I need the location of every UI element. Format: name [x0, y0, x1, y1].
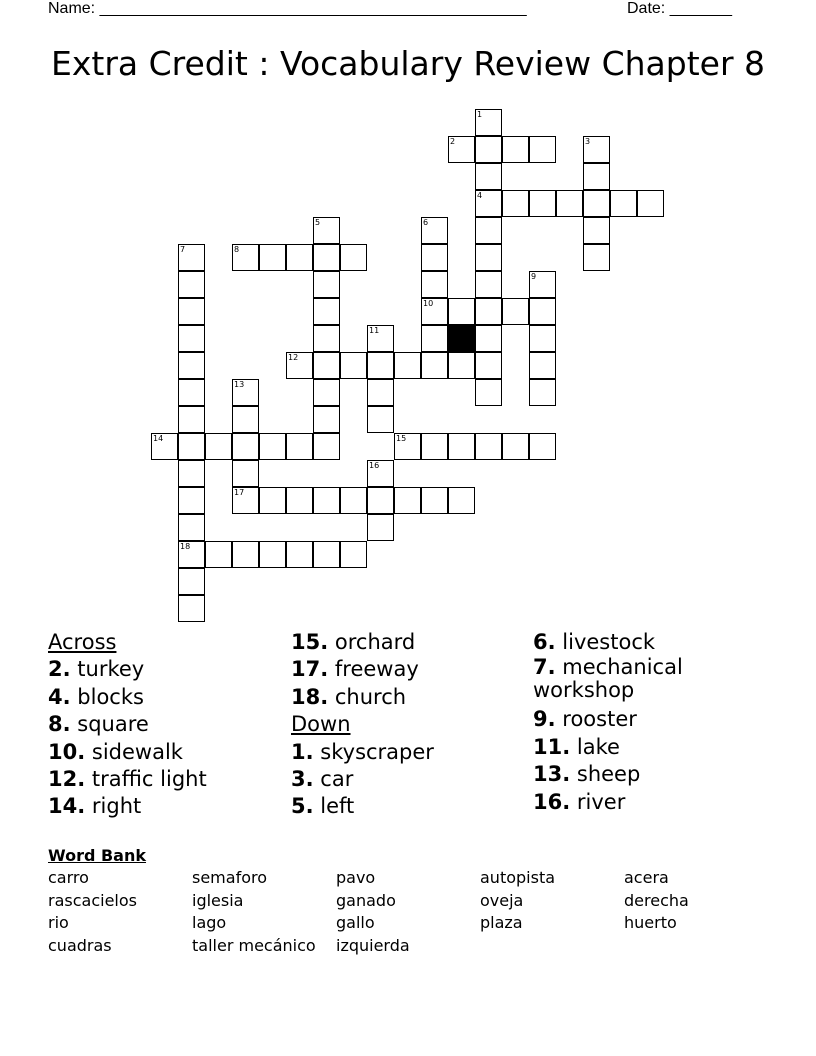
- clue-down-5: 5. left: [291, 794, 355, 819]
- word-bank-item: cuadras: [48, 935, 112, 955]
- clue-number: 11: [369, 326, 380, 335]
- crossword-cell[interactable]: [529, 379, 556, 406]
- clue-number: 5: [315, 218, 321, 227]
- crossword-cell[interactable]: [178, 568, 205, 595]
- crossword-cell[interactable]: [178, 406, 205, 433]
- clue-down-6: 6. livestock: [533, 630, 656, 654]
- crossword-cell[interactable]: [286, 352, 313, 379]
- word-bank-item: autopista: [480, 868, 556, 887]
- crossword-cell[interactable]: [313, 271, 340, 298]
- crossword-cell[interactable]: [178, 271, 205, 298]
- crossword-cell[interactable]: [448, 433, 475, 460]
- crossword-cell[interactable]: [340, 487, 367, 514]
- word-bank-item: oveja: [480, 890, 524, 910]
- crossword-cell[interactable]: [367, 406, 394, 433]
- word-bank-item: carro: [48, 868, 89, 887]
- clue-number: 1: [477, 110, 483, 119]
- clue-across-15: 15. orchard: [291, 630, 416, 654]
- crossword-cell[interactable]: [448, 487, 475, 514]
- crossword-cell[interactable]: [340, 244, 367, 271]
- clue-number: 18: [180, 542, 191, 551]
- crossword-cell[interactable]: [259, 487, 286, 514]
- crossword-cell[interactable]: [556, 190, 583, 217]
- crossword-cell[interactable]: [151, 433, 178, 460]
- crossword-cell[interactable]: [178, 379, 205, 406]
- crossword-cell[interactable]: [529, 136, 556, 163]
- crossword-cell[interactable]: [367, 514, 394, 541]
- clue-across-18: 18. church: [291, 684, 407, 709]
- crossword-cell[interactable]: [475, 379, 502, 406]
- crossword-cell[interactable]: [340, 541, 367, 568]
- crossword-cell[interactable]: [421, 298, 448, 325]
- crossword-cell[interactable]: [475, 325, 502, 352]
- word-bank-item: izquierda: [336, 935, 410, 955]
- crossword-cell[interactable]: [583, 136, 610, 163]
- crossword-cell[interactable]: [637, 190, 664, 217]
- clue-column-2: [291, 629, 434, 821]
- crossword-cell[interactable]: [178, 244, 205, 271]
- crossword-cell[interactable]: [178, 514, 205, 541]
- crossword-cell[interactable]: [502, 136, 529, 163]
- crossword-cell[interactable]: [502, 433, 529, 460]
- clue-number: 6: [423, 218, 429, 227]
- down-heading: Down: [291, 712, 351, 737]
- clue-across-2: 2. turkey: [48, 657, 145, 682]
- clue-down-1: 1. skyscraper: [291, 739, 434, 764]
- crossword-cell[interactable]: [583, 217, 610, 244]
- crossword-cell[interactable]: [232, 487, 259, 514]
- crossword-cell[interactable]: [178, 298, 205, 325]
- crossword-cell[interactable]: [259, 541, 286, 568]
- crossword-cell[interactable]: [178, 541, 205, 568]
- word-bank-item: gallo: [336, 913, 375, 932]
- word-bank-item: iglesia: [192, 890, 244, 910]
- clue-across-14: 14. right: [48, 794, 142, 819]
- page-title: Extra Credit : Vocabulary Review Chapter 8: [51, 44, 765, 83]
- crossword-cell[interactable]: [367, 460, 394, 487]
- crossword-cell[interactable]: [286, 487, 313, 514]
- crossword-cell[interactable]: [232, 541, 259, 568]
- clue-number: 13: [234, 380, 245, 389]
- crossword-cell[interactable]: [610, 190, 637, 217]
- clue-number: 2: [450, 137, 456, 146]
- crossword-cell[interactable]: [313, 541, 340, 568]
- crossword-cell[interactable]: [178, 487, 205, 514]
- crossword-cell[interactable]: [286, 244, 313, 271]
- crossword-cell[interactable]: [421, 433, 448, 460]
- crossword-cell[interactable]: [232, 433, 259, 460]
- crossword-cell[interactable]: [475, 190, 502, 217]
- crossword-cell[interactable]: [313, 406, 340, 433]
- crossword-cell[interactable]: [313, 217, 340, 244]
- crossword-cell[interactable]: [205, 541, 232, 568]
- crossword-cell[interactable]: [232, 379, 259, 406]
- date-label: Date: _______: [627, 0, 732, 17]
- crossword-cell[interactable]: [232, 406, 259, 433]
- word-bank-item: rascacielos: [48, 890, 137, 910]
- crossword-cell[interactable]: [583, 244, 610, 271]
- crossword-cell[interactable]: [475, 109, 502, 136]
- crossword-cell[interactable]: [178, 433, 205, 460]
- crossword-cell[interactable]: [286, 541, 313, 568]
- crossword-cell[interactable]: [394, 433, 421, 460]
- clue-number: 10: [423, 299, 434, 308]
- clue-number: 7: [180, 245, 186, 254]
- crossword-cell[interactable]: [367, 487, 394, 514]
- crossword-cell[interactable]: [313, 298, 340, 325]
- crossword-cell[interactable]: [232, 460, 259, 487]
- clue-column-3: [533, 629, 733, 816]
- clue-number: 4: [477, 191, 483, 200]
- clue-across-8: 8. square: [48, 712, 149, 737]
- crossword-cell[interactable]: [421, 487, 448, 514]
- word-bank-item: derecha: [624, 890, 689, 910]
- crossword-cell[interactable]: [313, 325, 340, 352]
- clue-column-1: [48, 629, 207, 821]
- clue-across-12: 12. traffic light: [48, 767, 207, 792]
- word-bank-item: plaza: [480, 913, 523, 932]
- crossword-cell[interactable]: [475, 136, 502, 163]
- crossword-cell[interactable]: [178, 460, 205, 487]
- crossword-cell[interactable]: [421, 352, 448, 379]
- crossword-cell[interactable]: [394, 487, 421, 514]
- crossword-cell[interactable]: [448, 136, 475, 163]
- crossword-cell[interactable]: [502, 190, 529, 217]
- crossword-cell[interactable]: [232, 244, 259, 271]
- crossword-cell[interactable]: [313, 244, 340, 271]
- crossword-cell[interactable]: [529, 298, 556, 325]
- crossword-cell[interactable]: [340, 352, 367, 379]
- crossword-cell[interactable]: [313, 487, 340, 514]
- clue-down-3: 3. car: [291, 767, 354, 792]
- crossword-cell[interactable]: [421, 271, 448, 298]
- word-bank-item: acera: [624, 868, 669, 887]
- clue-number: 17: [234, 488, 245, 497]
- word-bank-item: rio: [48, 913, 69, 932]
- word-bank-item: pavo: [336, 868, 376, 887]
- crossword-cell[interactable]: [475, 271, 502, 298]
- crossword-cell[interactable]: [421, 244, 448, 271]
- clue-across-17: 17. freeway: [291, 657, 419, 682]
- crossword-cell[interactable]: [367, 352, 394, 379]
- clue-number: 14: [153, 434, 164, 443]
- word-bank-item: huerto: [624, 913, 677, 932]
- word-bank-item: ganado: [336, 890, 396, 910]
- crossword-cell[interactable]: [367, 325, 394, 352]
- clue-number: 12: [288, 353, 299, 362]
- word-bank-item: taller mecánico: [192, 935, 316, 955]
- clue-down-16: 16. river: [533, 789, 626, 814]
- crossword-cell[interactable]: [529, 190, 556, 217]
- crossword-cell[interactable]: [448, 298, 475, 325]
- crossword-cell[interactable]: [583, 190, 610, 217]
- crossword-cell[interactable]: [205, 433, 232, 460]
- crossword-cell[interactable]: [313, 352, 340, 379]
- crossword-cell[interactable]: [286, 433, 313, 460]
- crossword-cell[interactable]: [475, 217, 502, 244]
- crossword-cell[interactable]: [529, 352, 556, 379]
- clue-across-10: 10. sidewalk: [48, 739, 183, 764]
- crossword-cell[interactable]: [259, 433, 286, 460]
- crossword-cell[interactable]: [313, 379, 340, 406]
- clue-number: 9: [531, 272, 537, 281]
- crossword-cell[interactable]: [502, 298, 529, 325]
- crossword-cell[interactable]: [421, 325, 448, 352]
- crossword-cell[interactable]: [475, 163, 502, 190]
- word-bank-title: Word Bank: [48, 846, 147, 865]
- clue-number: 8: [234, 245, 240, 254]
- crossword-cell[interactable]: [475, 244, 502, 271]
- crossword-cell[interactable]: [475, 298, 502, 325]
- crossword-black-cell: [448, 325, 475, 352]
- crossword-cell[interactable]: [178, 595, 205, 622]
- word-bank-item: lago: [192, 913, 227, 932]
- crossword-cell[interactable]: [394, 352, 421, 379]
- crossword-cell[interactable]: [367, 379, 394, 406]
- crossword-cell[interactable]: [583, 163, 610, 190]
- clue-across-4: 4. blocks: [48, 684, 144, 709]
- crossword-cell[interactable]: [259, 244, 286, 271]
- clue-number: 16: [369, 461, 380, 470]
- word-bank-item: semaforo: [192, 868, 268, 887]
- crossword-cell[interactable]: [529, 325, 556, 352]
- across-heading: Across: [48, 630, 117, 654]
- crossword-cell[interactable]: [421, 217, 448, 244]
- crossword-cell[interactable]: [475, 352, 502, 379]
- clue-down-9: 9. rooster: [533, 707, 637, 732]
- clue-down-13: 13. sheep: [533, 762, 641, 787]
- clue-number: 15: [396, 434, 407, 443]
- clue-down-7: 7. mechanical workshop: [533, 655, 683, 703]
- crossword-cell[interactable]: [475, 433, 502, 460]
- name-label: Name: ________________________________________________: [48, 0, 527, 17]
- crossword-cell[interactable]: [529, 433, 556, 460]
- crossword-cell[interactable]: [178, 352, 205, 379]
- clue-down-11: 11. lake: [533, 734, 620, 759]
- crossword-cell[interactable]: [178, 325, 205, 352]
- crossword-cell[interactable]: [529, 271, 556, 298]
- crossword-cell[interactable]: [448, 352, 475, 379]
- clue-number: 3: [585, 137, 591, 146]
- crossword-cell[interactable]: [313, 433, 340, 460]
